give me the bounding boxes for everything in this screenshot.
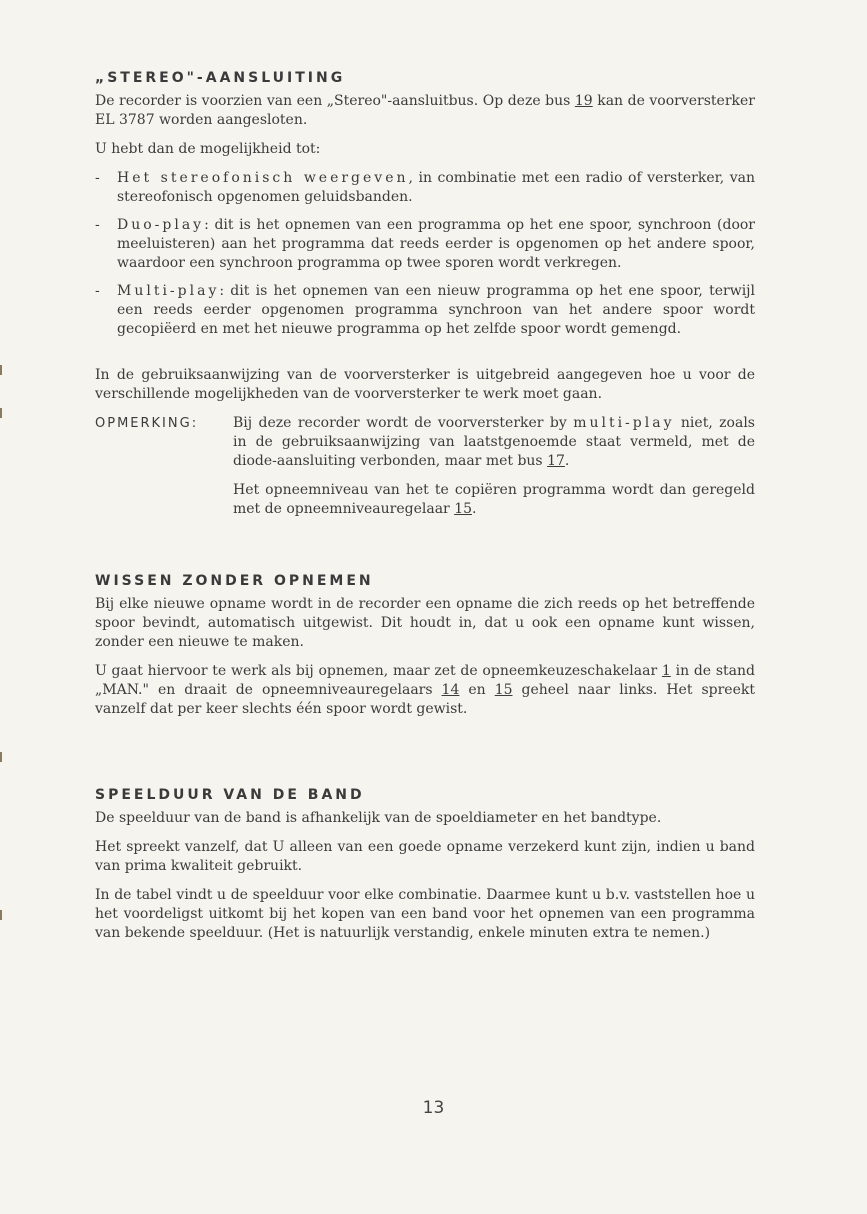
- part-number: 1: [661, 663, 671, 679]
- text: kan de voorversterker EL 3787 worden aangesloten.: [95, 93, 755, 128]
- paragraph: Het spreekt vanzelf, dat U alleen van een goede opname verzekerd kunt zijn, indien u band van prima kwaliteit gebruikt.: [95, 839, 755, 874]
- text: , in combinatie met een radio of versterker, van stereofonisch opgenomen geluidsbanden.: [117, 170, 755, 205]
- list-item: [95, 282, 755, 339]
- list-item: [95, 216, 755, 273]
- part-number: 14: [441, 682, 460, 698]
- paragraph: [95, 662, 755, 719]
- paragraph: [233, 414, 755, 471]
- paragraph: U hebt dan de mogelijkheid tot:: [95, 141, 321, 157]
- remark-block: [95, 414, 755, 529]
- emphasized-term: Het stereofonisch weergeven: [117, 170, 409, 186]
- remark-body: [233, 414, 755, 529]
- page-edge-mark: [0, 408, 2, 418]
- part-number: 15: [494, 682, 513, 698]
- text: Het opneemniveau van het te copiëren programma wordt dan geregeld met de opneemniveauregelaar: [233, 482, 755, 517]
- paragraph: In de tabel vindt u de speelduur voor elke combinatie. Daarmee kunt u b.v. vaststellen hoe u het voordeligst uitkomt bij het kopen van een band voor het opnemen van een programma van bekende speelduur. (Het is natuurlijk verstandig, enkele minuten extra te nemen.): [95, 887, 755, 941]
- list-item-text: [117, 169, 755, 207]
- text: : dit is het opnemen van een nieuw programma op het ene spoor, terwijl een reeds eerder opgenomen programma synchroon van het andere spoor wordt gecopiëerd en met het nieuwe programma op het zelfde spoor wordt gemengd.: [117, 283, 755, 337]
- paragraph: [95, 92, 755, 130]
- section-stereo: [95, 70, 755, 529]
- section-heading-wissen: WISSEN ZONDER OPNEMEN: [95, 573, 374, 589]
- part-number: 17: [547, 453, 565, 469]
- emphasized-term: Duo-play: [117, 217, 205, 233]
- section-speelduur: [95, 787, 755, 943]
- page-edge-mark: [0, 752, 2, 762]
- text: .: [472, 501, 477, 517]
- paragraph: Bij elke nieuwe opname wordt in de recorder een opname die zich reeds op het betreffende spoor bevindt, automatisch uitgewist. Dit houdt in, dat u ook een opname kunt wissen, zonder een nieuwe te maken.: [95, 596, 755, 650]
- text: .: [564, 453, 570, 469]
- list-item-text: [117, 216, 755, 273]
- section-heading-speelduur: SPEELDUUR VAN DE BAND: [95, 787, 365, 803]
- section-wissen: [95, 573, 755, 719]
- text: : dit is het opnemen van een programma op het ene spoor, synchroon (door meeluisteren) aan het programma dat reeds eerder is opgenomen op het andere spoor, waardoor een synchroon programma op twee sporen wordt verkregen.: [117, 217, 755, 271]
- text: in de stand „MAN." en draait de opneemniveauregelaars: [95, 663, 755, 698]
- part-number: 19: [574, 93, 593, 109]
- paragraph: [233, 481, 755, 519]
- page-edge-mark: [0, 910, 2, 920]
- remark-label: OPMERKING:: [95, 416, 199, 431]
- text: niet, zoals in de gebruiksaanwijzing van laatstgenoemde staat vermeld, met de diode-aansluiting verbonden, maar met bus: [233, 415, 755, 469]
- part-number: 15: [454, 501, 473, 517]
- bullet-dash: -: [95, 217, 100, 233]
- page-number: 13: [422, 1098, 445, 1118]
- page-content: [95, 70, 755, 953]
- list-item: [95, 169, 755, 207]
- emphasized-term: multi-play: [573, 415, 675, 431]
- text: geheel naar links. Het spreekt vanzelf dat per keer slechts één spoor wordt gewist.: [95, 682, 755, 717]
- bullet-dash: -: [95, 283, 100, 299]
- bullet-dash: -: [95, 170, 100, 186]
- paragraph: De speelduur van de band is afhankelijk van de spoeldiameter en het bandtype.: [95, 810, 662, 826]
- paragraph: In de gebruiksaanwijzing van de voorversterker is uitgebreid aangegeven hoe u voor de verschillende mogelijkheden van de voorversterker te werk moet gaan.: [95, 367, 755, 402]
- section-heading-stereo: „STEREO"-AANSLUITING: [95, 70, 346, 86]
- emphasized-term: Multi-play: [117, 283, 220, 299]
- text: en: [459, 682, 495, 698]
- text: U gaat hiervoor te werk als bij opnemen, maar zet de opneemkeuzeschakelaar: [95, 663, 662, 679]
- list-item-text: [117, 282, 755, 339]
- page-edge-mark: [0, 365, 2, 375]
- text: De recorder is voorzien van een „Stereo"-aansluitbus. Op deze bus: [95, 93, 575, 109]
- text: Bij deze recorder wordt de voorversterker by: [233, 415, 574, 431]
